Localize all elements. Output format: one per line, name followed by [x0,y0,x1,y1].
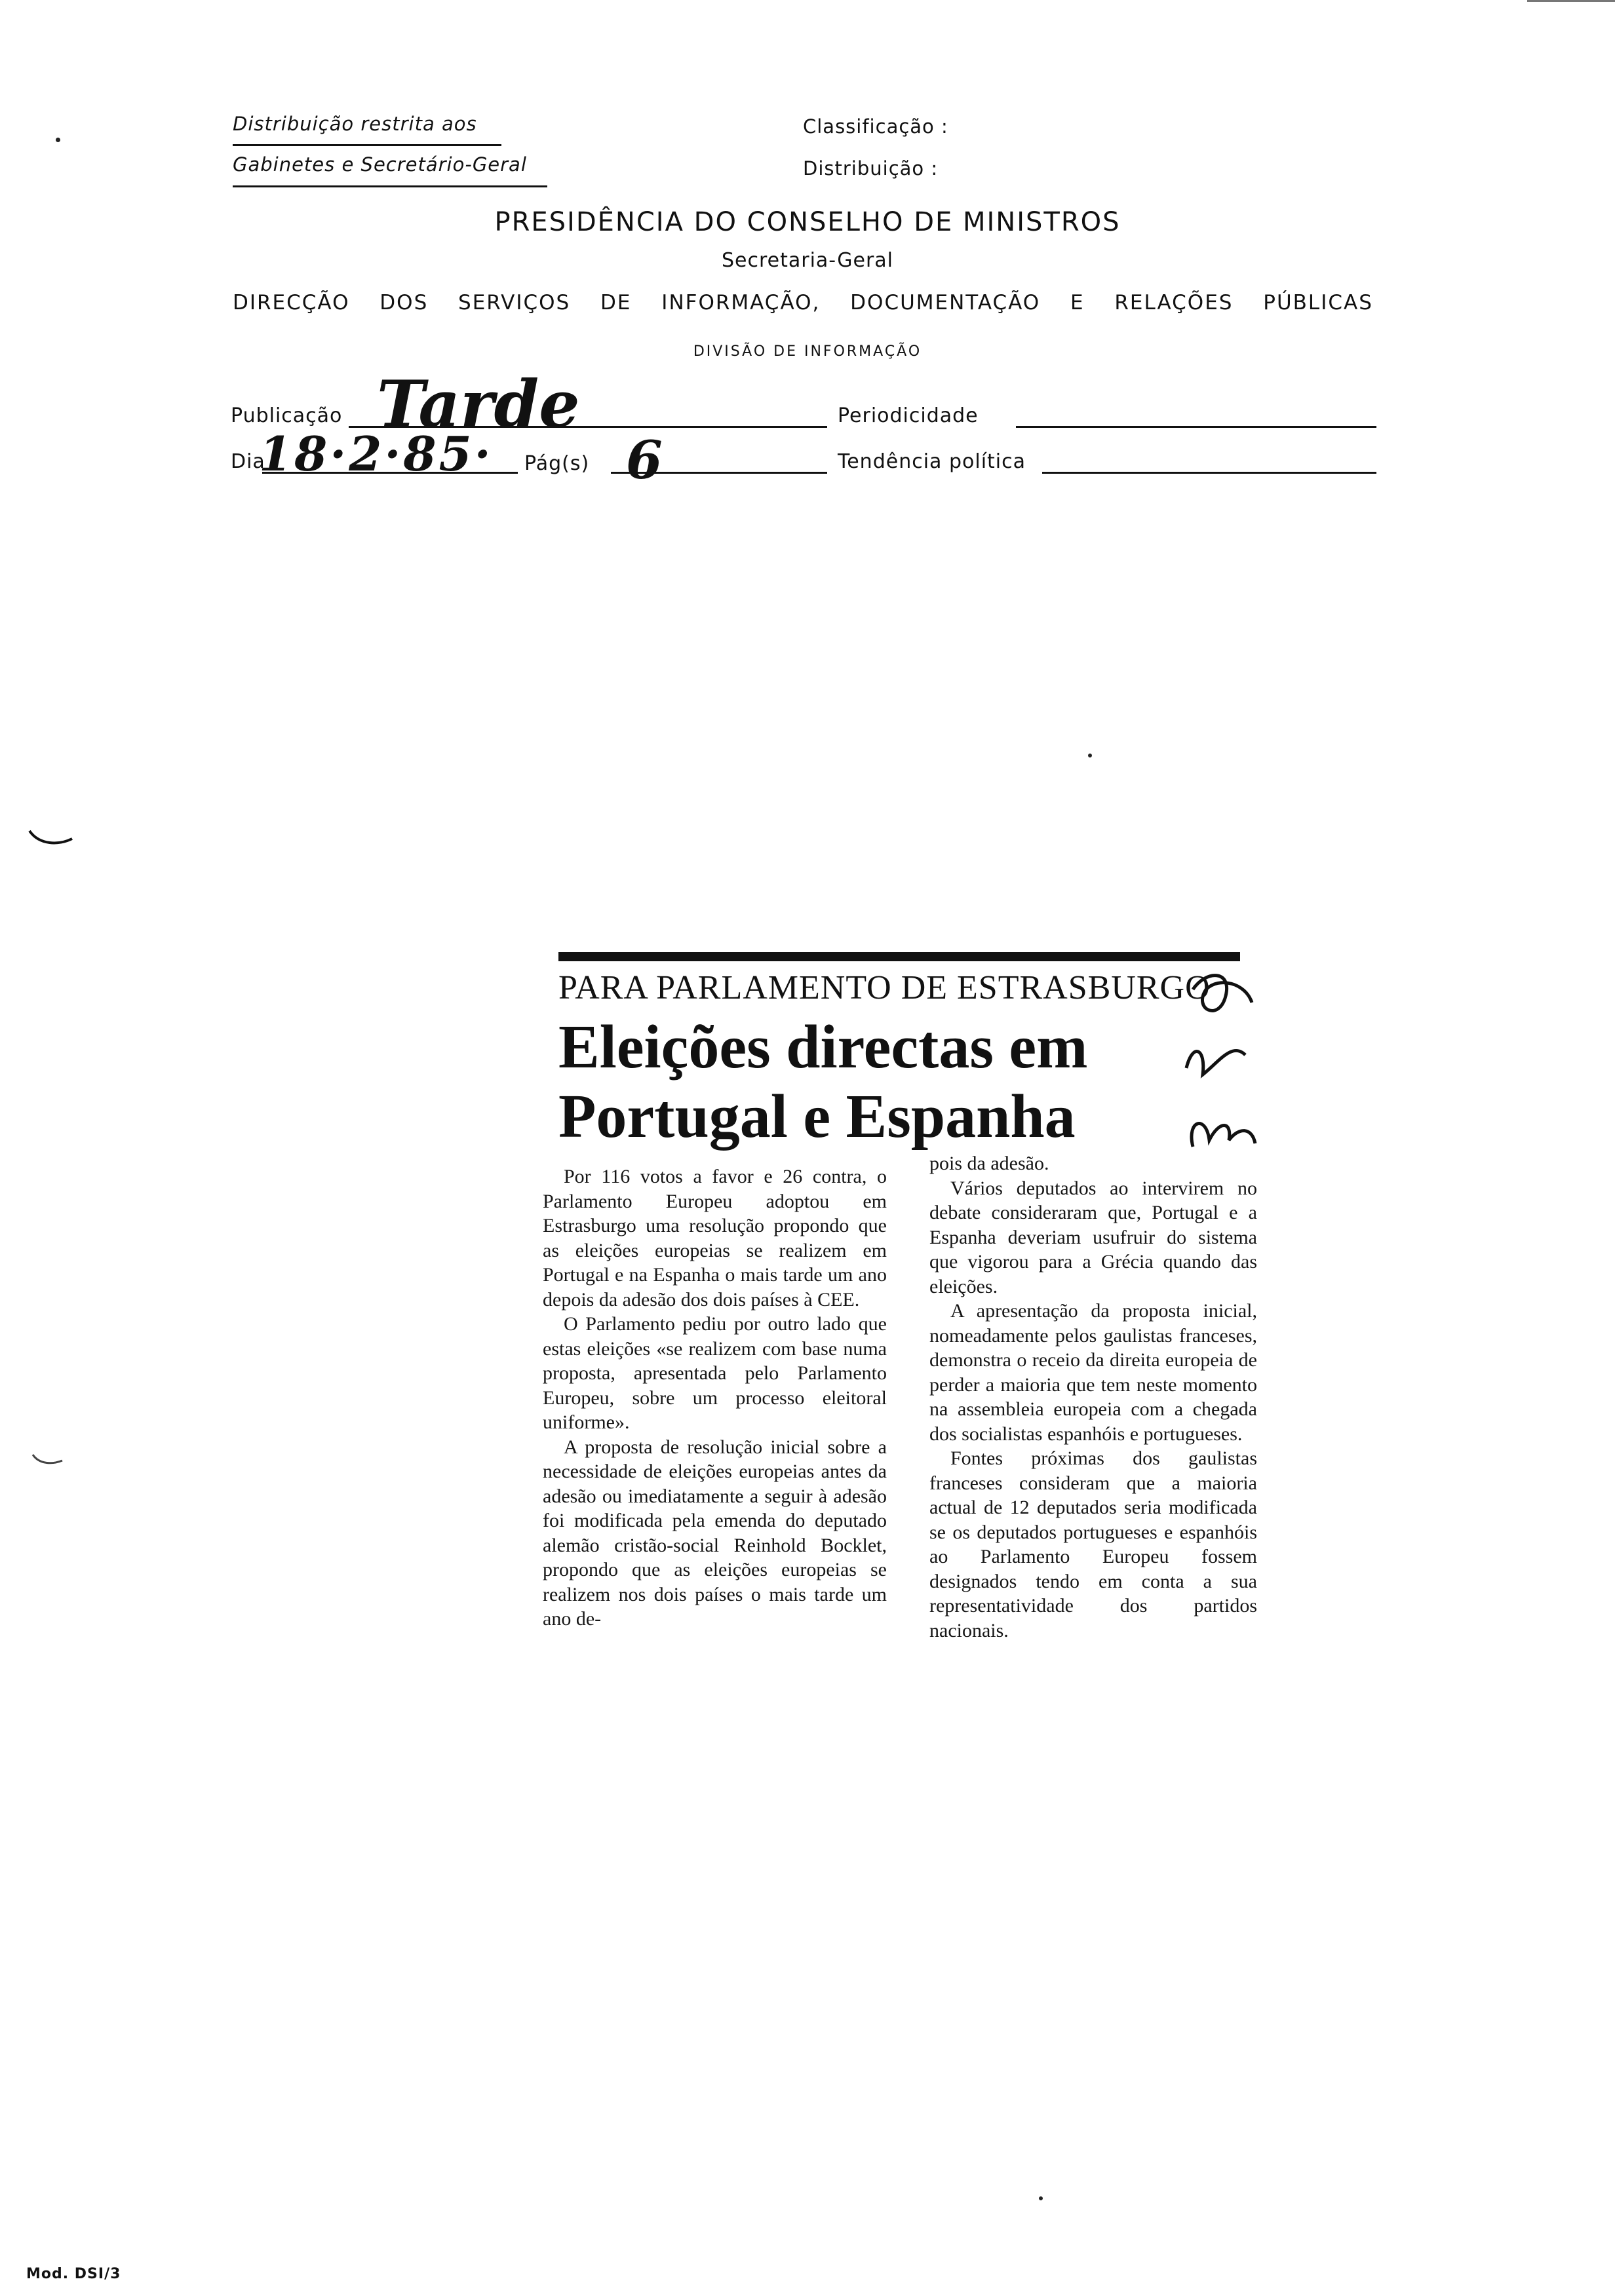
periodicidade-line [1016,426,1376,428]
direccao-word: INFORMAÇÃO, [661,291,821,315]
dia-handwritten: 18·2·85· [259,426,494,482]
direccao-word: E [1070,291,1085,315]
periodicidade-label: Periodicidade [838,404,979,427]
article-paragraph: O Parlamento pediu por outro lado que estas eleições «se realizem com base numa proposta, apresentada pelo Parlamento Europeu, sobre um processo eleitoral uniforme». [543,1313,887,1433]
pags-line [611,472,827,474]
scan-edge-mark [1527,0,1615,2]
distribution-underline-1 [233,144,501,146]
direccao-word: RELAÇÕES [1114,291,1234,315]
article-kicker: PARA PARLAMENTO DE ESTRASBURGO [558,969,1211,1006]
article-paragraph: A proposta de resolução inicial sobre a necessidade de eleições europeias antes da adesão ou imediatamente a seguir à adesão foi modificada pela emenda do deputado alemão cristão-social Reinhold Bocklet, propondo que as eleições europeias se realizem nos dois países o mais tarde um ano de- [543,1436,887,1630]
page-title: PRESIDÊNCIA DO CONSELHO DE MINISTROS [494,207,1121,237]
distribution-line-1: Distribuição restrita aos [233,113,477,135]
dia-label: Dia [231,450,265,473]
article-paragraph: Vários deputados ao intervirem no debate consideraram que, Portugal e a Espanha deveriam usufruir do sistema que vigorou para a Grécia quando das eleições. [929,1177,1257,1297]
classificacao-label: Classificação : [803,115,948,138]
distribution-line-2: Gabinetes e Secretário-Geral [233,153,527,176]
scan-speck [56,138,60,142]
pags-label: Pág(s) [524,452,590,475]
direccao-line [233,291,1373,315]
distribution-underline-2 [233,185,547,187]
headline-line-2: Portugal e Espanha [558,1082,1076,1151]
direccao-word: DIRECÇÃO [233,291,350,315]
publicacao-handwritten: Tarde [377,367,580,442]
scan-speck [1039,2196,1043,2200]
distribution-note [233,113,527,176]
scan-speck [1088,754,1092,757]
article-paragraph: Por 116 votos a favor e 26 contra, o Parlamento Europeu adoptou em Estrasburgo uma resolução propondo que as eleições europeias se realizem em Portugal e na Espanha o mais tarde um ano depois da adesão dos dois países à CEE. [543,1166,887,1311]
article-paragraph: pois da adesão. [929,1153,1049,1174]
scan-mark [26,826,79,852]
article-headline [558,1012,1087,1151]
tendencia-label: Tendência política [838,450,1026,473]
article-top-rule [558,952,1240,961]
dia-line [262,472,518,474]
article-column-1 [543,1164,887,1632]
headline-line-1: Eleições directas em [558,1013,1088,1081]
article-column-2 [929,1151,1257,1643]
form-code: Mod. DSI/3 [26,2266,121,2282]
page-subtitle: Secretaria-Geral [721,249,893,272]
direccao-word: SERVIÇOS [458,291,571,315]
scan-mark [29,1451,69,1471]
article-paragraph: A apresentação da proposta inicial, nomeadamente pelos gaulistas franceses, demonstra o receio da direita europeia de perder a maioria que tem neste momento na assembleia europeia com a chegada dos socialistas espanhóis e portugueses. [929,1300,1257,1445]
article-paragraph: Fontes próximas dos gaulistas franceses consideram que a maioria actual de 12 deputados seria modificada se os deputados portugueses e espanhóis ao Parlamento Europeu fossem designados tendo em conta a sua representatividade dos partidos nacionais. [929,1447,1257,1641]
direccao-word: PÚBLICAS [1263,291,1373,315]
direccao-word: DE [600,291,632,315]
handwritten-annotation [1180,963,1272,1160]
distribuicao-label: Distribuição : [803,157,939,180]
publicacao-label: Publicação [231,404,343,427]
direccao-word: DOCUMENTAÇÃO [850,291,1041,315]
pags-handwritten: 6 [626,429,663,491]
tendencia-line [1042,472,1376,474]
direccao-word: DOS [379,291,429,315]
divisao-label: DIVISÃO DE INFORMAÇÃO [693,343,922,360]
